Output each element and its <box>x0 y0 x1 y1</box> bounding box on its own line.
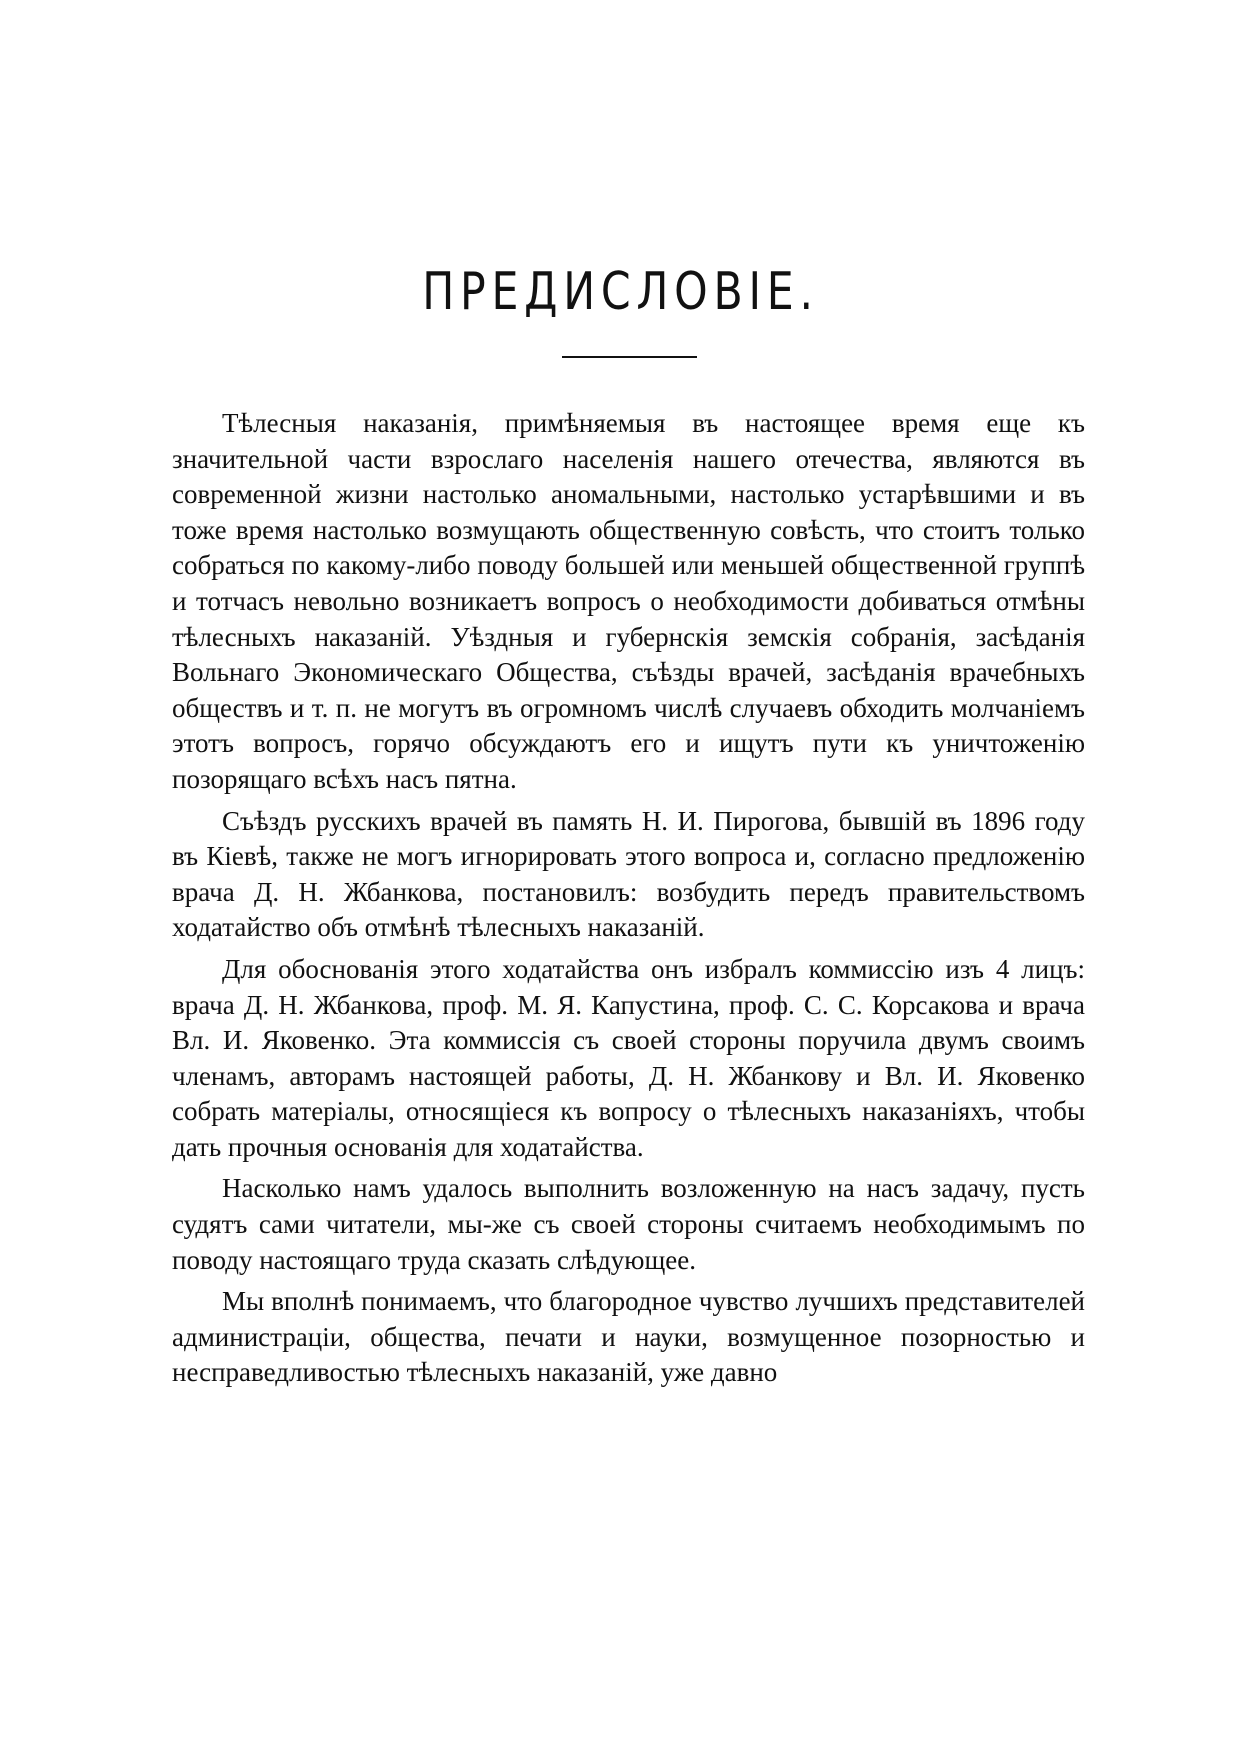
paragraph: Для обоснованія этого ходатайства онъ избралъ коммиссію изъ 4 лицъ: врача Д. Н. Жбанкова, проф. М. Я. Капустина, проф. С. С. Корсакова и врача Вл. И. Яковенко. Эта коммиссія съ своей стороны поручила двумъ своимъ членамъ, авторамъ настоящей работы, Д. Н. Жбанкову и Вл. И. Яковенко собрать матеріалы, относящіеся къ вопросу о тѣлесныхъ наказаніяхъ, чтобы дать прочныя основанія для ходатайства. <box>172 953 1085 1162</box>
title-divider <box>562 356 697 358</box>
paragraph: Съѣздъ русскихъ врачей въ память Н. И. Пирогова, бывшій въ 1896 году въ Кіевѣ, также не могъ игнорировать этого вопроса и, согласно предложенію врача Д. Н. Жбанкова, постановилъ: возбудить передъ правительствомъ ходатайство объ отмѣнѣ тѣлесныхъ наказаній. <box>172 805 1085 943</box>
body-text <box>172 406 1085 1397</box>
paragraph: Мы вполнѣ понимаемъ, что благородное чувство лучшихъ представителей администраціи, общества, печати и науки, возмущенное позорностью и несправедливостью тѣлесныхъ наказаній, уже давно <box>172 1286 1085 1388</box>
paragraph: Тѣлесныя наказанія, примѣняемыя въ настоящее время еще къ значительной части взрослаго населенія нашего отечества, являются въ современной жизни настолько аномальными, настолько устарѣвшими и въ тоже время настолько возмущають общественную совѣсть, что стоитъ только собраться по какому-либо поводу большей или меньшей общественной группѣ и тотчасъ невольно возникаетъ вопросъ о необходимости добиваться отмѣны тѣлесныхъ наказаній. Уѣздныя и губернскія земскія собранія, засѣданія Вольнаго Экономическаго Общества, съѣзды врачей, засѣданія врачебныхъ обществъ и т. п. не могутъ въ огромномъ числѣ случаевъ обходить молчаніемъ этотъ вопросъ, горячо обсуждаютъ его и ищутъ пути къ уничтоженію позорящаго всѣхъ насъ пятна. <box>172 408 1085 794</box>
paragraph: Насколько намъ удалось выполнить возложенную на насъ задачу, пусть судятъ сами читатели, мы-же съ своей стороны считаемъ необходимымъ по поводу настоящаго труда сказать слѣдующее. <box>172 1173 1085 1275</box>
page-title: ПРЕДИСЛОВІЕ. <box>422 262 819 322</box>
